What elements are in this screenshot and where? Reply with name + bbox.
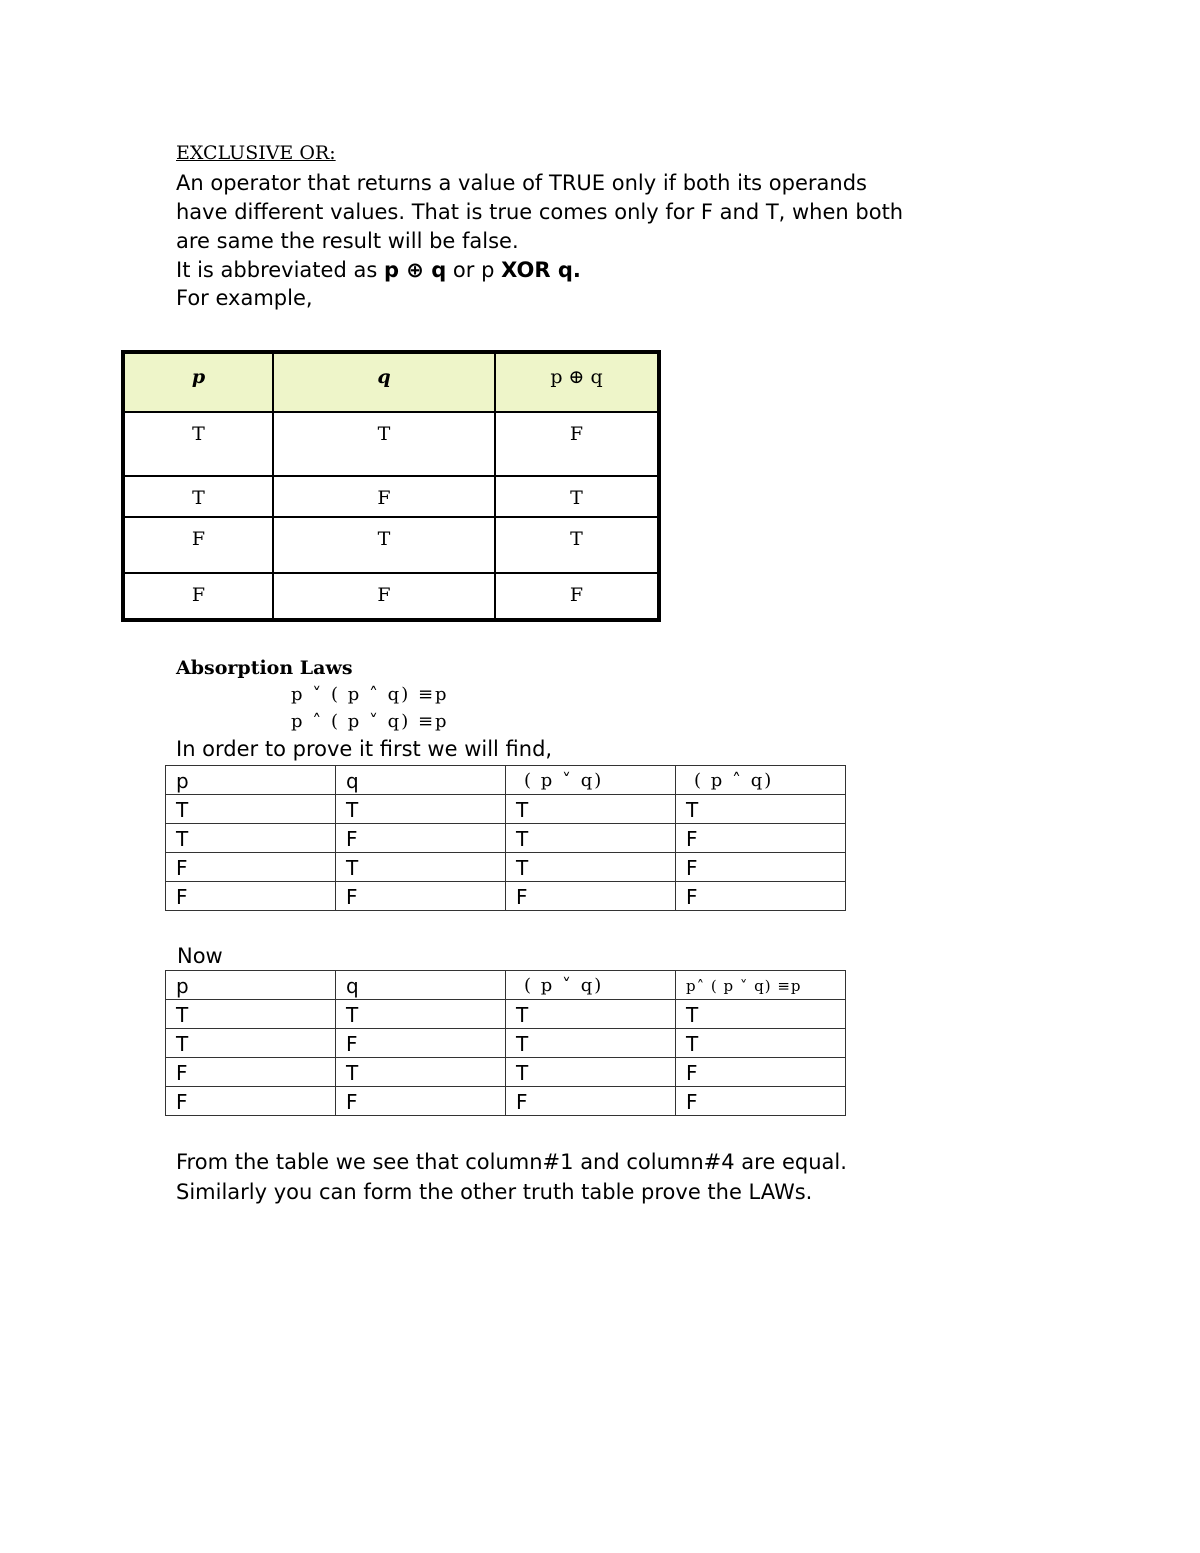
absorption-laws-title: Absorption Laws bbox=[176, 657, 353, 679]
table-cell: T bbox=[495, 517, 659, 573]
header-cell: p bbox=[123, 352, 273, 412]
table-row bbox=[166, 882, 846, 911]
table-cell: T bbox=[336, 853, 506, 882]
table-cell: F bbox=[676, 1058, 846, 1087]
table-row bbox=[166, 795, 846, 824]
table-row bbox=[166, 1058, 846, 1087]
table-cell: F bbox=[166, 1087, 336, 1116]
table-cell: F bbox=[506, 882, 676, 911]
table-cell: F bbox=[506, 1087, 676, 1116]
table-cell: T bbox=[506, 795, 676, 824]
table-cell: T bbox=[676, 1000, 846, 1029]
header-cell: ( p ˄ q) bbox=[676, 766, 846, 795]
table-cell: T bbox=[506, 1058, 676, 1087]
table-cell: F bbox=[676, 824, 846, 853]
table-row bbox=[166, 853, 846, 882]
table-row bbox=[166, 1000, 846, 1029]
table-cell: T bbox=[336, 1058, 506, 1087]
table-cell: F bbox=[123, 573, 273, 620]
table-cell: F bbox=[676, 853, 846, 882]
absorption-table-2 bbox=[165, 970, 846, 1116]
table-cell: T bbox=[495, 476, 659, 517]
xor-abbreviation bbox=[176, 256, 581, 285]
table-cell: T bbox=[123, 412, 273, 476]
table-cell: F bbox=[166, 882, 336, 911]
table-row bbox=[123, 573, 659, 620]
header-cell: p bbox=[166, 766, 336, 795]
table-row bbox=[166, 824, 846, 853]
table-cell: T bbox=[336, 795, 506, 824]
now-label: Now bbox=[177, 944, 223, 968]
table-row bbox=[123, 517, 659, 573]
header-cell: q bbox=[273, 352, 495, 412]
table-cell: T bbox=[166, 795, 336, 824]
table-cell: T bbox=[506, 1000, 676, 1029]
conclusion-line-1: From the table we see that column#1 and column#4 are equal. bbox=[176, 1150, 847, 1174]
table-cell: F bbox=[676, 882, 846, 911]
absorption-table-1 bbox=[165, 765, 846, 911]
absorption-law-2: p ˄ ( p ˅ q) ≡p bbox=[291, 711, 449, 732]
header-cell: p ⊕ q bbox=[495, 352, 659, 412]
header-cell: p˄ ( p ˅ q) ≡p bbox=[676, 971, 846, 1000]
table-cell: T bbox=[166, 1000, 336, 1029]
table-header-row bbox=[123, 352, 659, 412]
table-cell: F bbox=[336, 1029, 506, 1058]
xor-definition-line-1: An operator that returns a value of TRUE only if both its operands bbox=[176, 171, 867, 195]
conclusion-line-2: Similarly you can form the other truth table prove the LAWs. bbox=[176, 1180, 813, 1204]
table-cell: T bbox=[676, 1029, 846, 1058]
table-cell: F bbox=[676, 1087, 846, 1116]
prove-intro: In order to prove it first we will find, bbox=[176, 737, 553, 761]
table-row bbox=[123, 412, 659, 476]
header-cell: ( p ˅ q) bbox=[506, 971, 676, 1000]
table-cell: F bbox=[123, 517, 273, 573]
table-cell: T bbox=[273, 412, 495, 476]
table-cell: T bbox=[166, 824, 336, 853]
abbrev-symbol: p ⊕ q bbox=[383, 258, 447, 282]
xor-definition-line-3: are same the result will be false. bbox=[176, 229, 519, 253]
table-cell: T bbox=[676, 795, 846, 824]
table-cell: F bbox=[495, 412, 659, 476]
table-cell: F bbox=[336, 882, 506, 911]
table-cell: F bbox=[336, 824, 506, 853]
abbrev-mid: or p bbox=[446, 258, 502, 282]
table-cell: F bbox=[166, 1058, 336, 1087]
table-header-row bbox=[166, 971, 846, 1000]
table-row bbox=[166, 1029, 846, 1058]
table-cell: F bbox=[495, 573, 659, 620]
header-cell: ( p ˅ q) bbox=[506, 766, 676, 795]
table-cell: F bbox=[166, 853, 336, 882]
xor-truth-table bbox=[121, 350, 661, 622]
table-cell: F bbox=[273, 476, 495, 517]
table-cell: T bbox=[336, 1000, 506, 1029]
absorption-law-1: p ˅ ( p ˄ q) ≡p bbox=[291, 684, 449, 705]
table-row bbox=[123, 476, 659, 517]
abbrev-keyword: XOR q. bbox=[501, 258, 581, 282]
abbrev-prefix: It is abbreviated as bbox=[176, 258, 384, 282]
table-header-row bbox=[166, 766, 846, 795]
table-row bbox=[166, 1087, 846, 1116]
table-cell: T bbox=[273, 517, 495, 573]
table-cell: T bbox=[506, 824, 676, 853]
table-cell: T bbox=[506, 1029, 676, 1058]
table-cell: F bbox=[336, 1087, 506, 1116]
xor-definition-line-2: have different values. That is true comes only for F and T, when both bbox=[176, 200, 904, 224]
xor-section-title: EXCLUSIVE OR: bbox=[176, 142, 336, 164]
table-cell: T bbox=[506, 853, 676, 882]
header-cell: q bbox=[336, 766, 506, 795]
table-cell: T bbox=[166, 1029, 336, 1058]
table-cell: T bbox=[123, 476, 273, 517]
header-cell: p bbox=[166, 971, 336, 1000]
for-example-label: For example, bbox=[176, 286, 313, 310]
table-cell: F bbox=[273, 573, 495, 620]
header-cell: q bbox=[336, 971, 506, 1000]
